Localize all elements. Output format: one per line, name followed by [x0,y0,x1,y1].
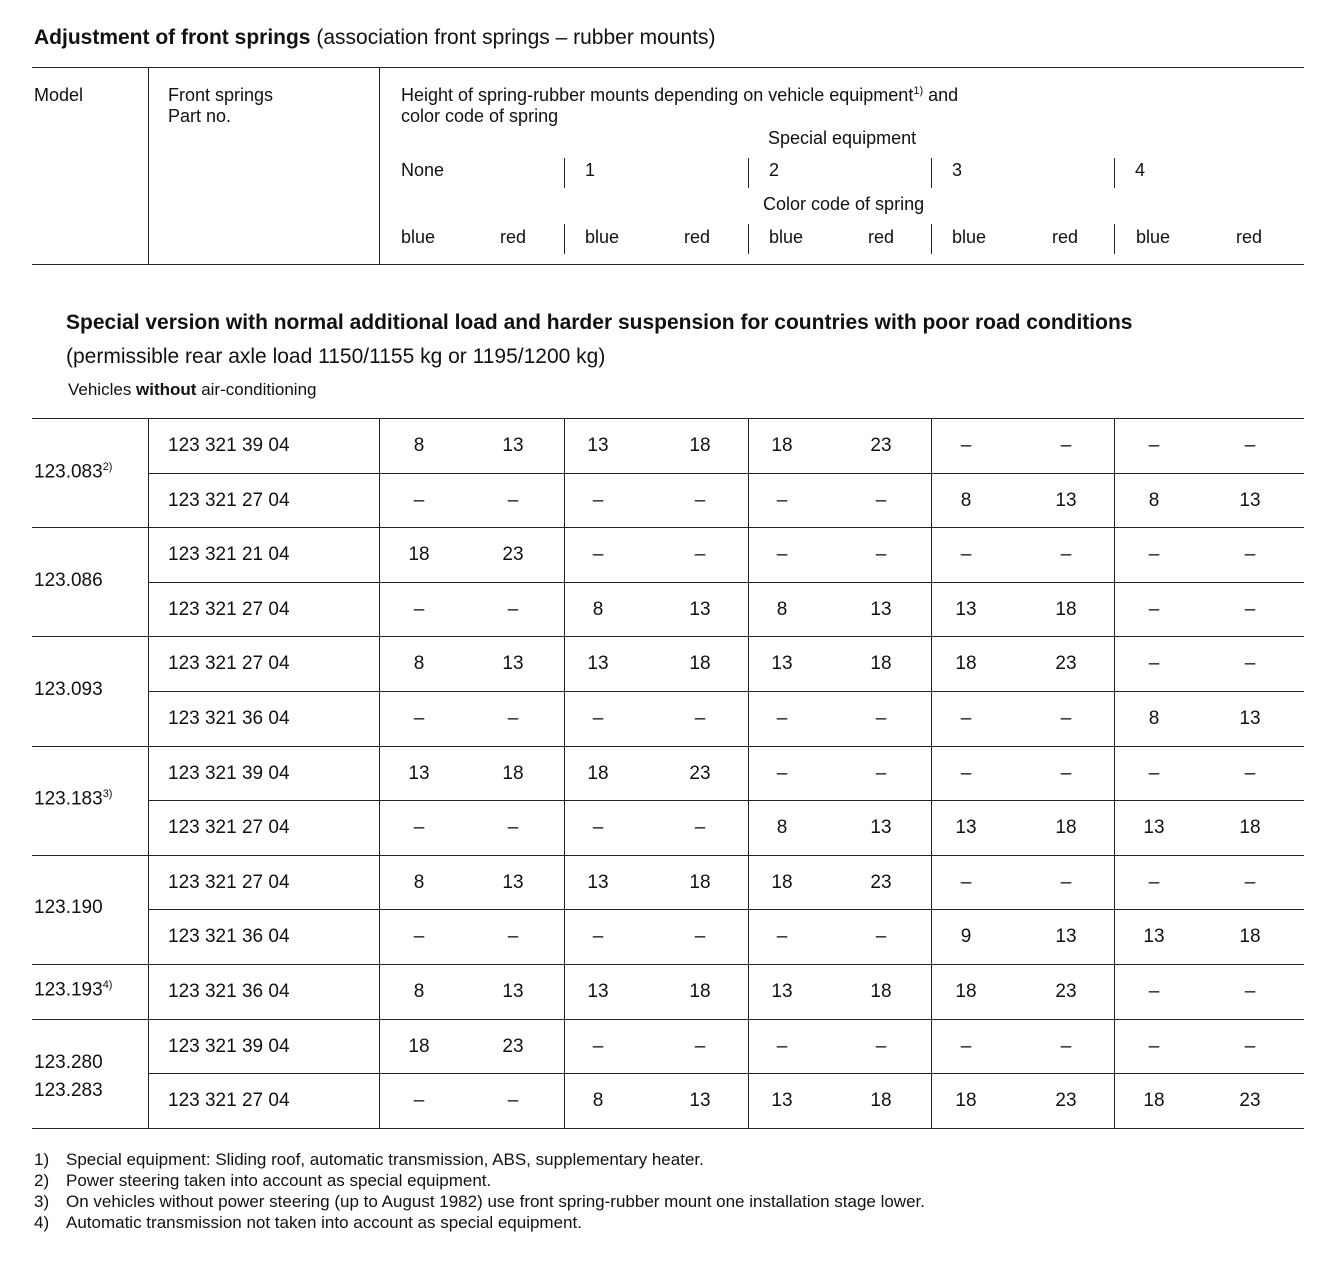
table-cell: – [1244,598,1256,620]
row-rule [148,582,1304,583]
table-cell: – [592,817,604,839]
model-name: 123.083 [34,460,103,482]
header-top-rule [32,67,1304,68]
table-cell: 13 [1143,926,1165,948]
footnote [34,1171,491,1191]
table-cell: – [1148,1035,1160,1057]
table-cell: – [776,1035,788,1057]
header-color-blue-4: blue [1136,227,1171,247]
footnote [34,1192,925,1212]
table-cell: 18 [1055,817,1077,839]
table-cell: – [1244,871,1256,893]
group-sep-1a [564,158,565,188]
table-cell: 18 [870,653,892,675]
row-rule [148,473,1304,474]
header-height-and: and [928,85,959,105]
header-special-equipment: Special equipment [768,128,917,148]
table-cell: 8 [776,598,788,620]
table-cell: 13 [502,871,524,893]
footnote-ref: 3) [102,788,113,801]
header-divider-1 [148,67,149,265]
table-cell: – [592,708,604,729]
table-cell: – [1148,544,1160,566]
section-note-post: air-conditioning [196,380,317,399]
group-sep-3b [931,224,932,254]
table-cell: 9 [960,926,972,948]
table-cell: 13 [1055,926,1077,948]
header-part-no: Part no. [168,106,232,126]
group-sep-1b [564,224,565,254]
table-cell: – [413,489,425,511]
table-cell: – [1148,435,1160,456]
header-color-red-4: red [1236,227,1263,247]
footnote-text: Power steering taken into account as special equipment. [66,1171,492,1190]
part-number: 123 321 27 04 [168,598,290,620]
table-cell: 13 [955,817,977,839]
table-cell: – [1244,435,1256,456]
table-cell: – [694,926,706,948]
row-rule [148,1073,1304,1074]
header-group-4: 4 [1135,160,1146,180]
model-name: 123.086 [34,569,103,591]
table-cell: – [776,708,788,729]
table-cell: 23 [502,1035,524,1057]
table-cell: 13 [408,762,430,784]
table-cell: 18 [1055,598,1077,620]
table-cell: 13 [1239,489,1261,511]
row-rule [148,909,1304,910]
table-cell: 13 [1055,489,1077,511]
table-cell: 18 [689,435,711,456]
header-color-red-3: red [1052,227,1079,247]
table-cell: 18 [771,435,793,456]
table-cell: – [413,926,425,948]
table-col-line [1114,964,1115,1019]
table-cell: – [1148,762,1160,784]
table-cell: 18 [689,981,711,1002]
table-cell: – [960,435,972,456]
group-sep-3a [931,158,932,188]
table-cell: 13 [587,871,609,893]
header-color-code: Color code of spring [763,194,925,214]
part-number: 123 321 36 04 [168,926,290,948]
table-cell: – [1060,1035,1072,1057]
table-cell: 18 [587,762,609,784]
table-cell: – [776,762,788,784]
table-col-line [148,964,149,1019]
table-cell: – [592,489,604,511]
part-number: 123 321 39 04 [168,762,290,784]
part-number: 123 321 36 04 [168,981,290,1002]
table-cell: 23 [1239,1090,1261,1112]
table-cell: 8 [1148,489,1160,511]
table-cell: 23 [502,544,524,566]
section-note-pre: Vehicles [68,380,137,399]
footnote-number: 3) [34,1192,50,1211]
table-cell: 18 [408,1035,430,1057]
header-color-blue-1: blue [585,227,620,247]
table-cell: – [776,926,788,948]
table-cell: 13 [689,598,711,620]
footnote-text: Automatic transmission not taken into account as special equipment. [66,1213,582,1232]
table-cell: 13 [955,598,977,620]
section-title: Special version with normal additional load and harder suspension for countries with poor road conditions [66,311,1133,334]
table-col-line [564,964,565,1019]
table-cell: 18 [502,762,524,784]
table-cell: – [413,708,425,729]
table-cell: 18 [689,871,711,893]
table-cell: – [592,926,604,948]
table-cell: – [776,544,788,566]
table-cell: 13 [587,981,609,1002]
table-cell: – [694,817,706,839]
table-col-line [379,964,380,1019]
table-cell: 18 [771,871,793,893]
table-cell: 13 [870,817,892,839]
header-height-text: Height of spring-rubber mounts depending on vehicle equipment [401,85,914,105]
table-cell: 18 [408,544,430,566]
part-number: 123 321 27 04 [168,871,290,893]
table-cell: – [960,1035,972,1057]
table-cell: – [960,871,972,893]
table-cell: – [694,1035,706,1057]
model-label [34,1049,103,1105]
table-cell: – [507,1090,519,1112]
table-cell: 13 [870,598,892,620]
table-cell: – [413,1090,425,1112]
table-cell: 13 [771,1090,793,1112]
model-name: 123.093 [34,679,103,700]
footnote-number: 1) [34,1150,50,1169]
header-color-red-2: red [868,227,895,247]
model-label [34,461,112,483]
table-cell: – [875,489,887,511]
header-height-sup: 1) [913,85,924,97]
table-cell: – [507,489,519,511]
table-cell: 8 [960,489,972,511]
table-cell: – [1244,544,1256,566]
model-label [34,979,112,1001]
footnote [34,1150,704,1170]
table-cell: – [1060,708,1072,729]
section-note [68,380,316,400]
table-cell: – [413,817,425,839]
footnote [34,1213,582,1233]
table-cell: – [776,489,788,511]
table-cell: 13 [587,653,609,675]
table-cell: – [413,598,425,620]
table-cell: 8 [592,598,604,620]
table-cell: – [1060,544,1072,566]
table-cell: 18 [689,653,711,675]
section-note-bold: without [136,380,197,399]
model-name-2: 123.283 [34,1080,103,1102]
part-number: 123 321 36 04 [168,708,290,729]
model-name: 123.183 [34,788,103,810]
table-cell: 8 [1148,708,1160,729]
table-cell: – [1148,981,1160,1002]
table-col-line [931,964,932,1019]
table-cell: – [694,489,706,511]
table-cell: 23 [870,435,892,456]
header-color-blue-3: blue [952,227,987,247]
table-cell: – [875,708,887,729]
header-color-blue-0: blue [401,227,436,247]
header-group-3: 3 [952,160,963,180]
part-number: 123 321 27 04 [168,817,290,839]
model-name: 123.280 [34,1052,103,1074]
table-cell: – [694,544,706,566]
model-name: 123.193 [34,979,103,1001]
model-label [34,897,103,919]
table-cell: 8 [413,981,425,1002]
table-cell: – [1060,871,1072,893]
table-cell: 8 [592,1090,604,1112]
table-cell: – [592,1035,604,1057]
model-label [34,570,103,592]
table-cell: – [1148,653,1160,675]
table-cell: 18 [955,1090,977,1112]
table-cell: 13 [587,435,609,456]
part-number: 123 321 39 04 [168,435,290,456]
footnote-text: On vehicles without power steering (up to August 1982) use front spring-rubber mount one installation stage lower. [66,1192,925,1211]
footnote-number: 2) [34,1171,50,1190]
table-cell: 13 [502,435,524,456]
table-cell: – [1148,871,1160,893]
table-cell: 13 [771,981,793,1002]
section-subtitle: (permissible rear axle load 1150/1155 kg or 1195/1200 kg) [66,345,606,368]
table-cell: 8 [413,435,425,456]
model-name: 123.190 [34,897,103,919]
table-cell: – [1060,762,1072,784]
table-cell: 8 [776,817,788,839]
table-cell: 18 [955,981,977,1002]
table-cell: – [1244,981,1256,1002]
page-title [34,26,716,50]
part-number: 123 321 27 04 [168,653,290,675]
header-group-2: 2 [769,160,780,180]
table-cell: – [1244,1035,1256,1057]
header-divider-2 [379,67,380,265]
table-cell: – [507,708,519,729]
title-bold: Adjustment of front springs [34,26,311,49]
table-col-line [748,964,749,1019]
group-sep-4b [1114,224,1115,254]
header-color-red-1: red [684,227,711,247]
table-cell: 13 [1239,708,1261,729]
part-number: 123 321 27 04 [168,489,290,511]
table-cell: 18 [1239,926,1261,948]
table-cell: – [1148,598,1160,620]
table-cell: 23 [689,762,711,784]
footnote-number: 4) [34,1213,50,1232]
table-cell: – [1244,762,1256,784]
header-color-red-0: red [500,227,527,247]
row-rule [148,800,1304,801]
table-cell: – [875,762,887,784]
table-cell: 13 [502,653,524,675]
group-sep-2a [748,158,749,188]
header-height-line1 [401,85,958,106]
table-cell: – [694,708,706,729]
title-rest: (association front springs – rubber mounts) [316,26,716,49]
footnote-ref: 4) [102,979,113,992]
table-cell: – [1244,653,1256,675]
table-cell: 23 [1055,1090,1077,1112]
header-height-line2: color code of spring [401,106,559,126]
table-cell: 8 [413,871,425,893]
table-cell: 23 [1055,981,1077,1002]
table-cell: 23 [870,871,892,893]
table-cell: – [592,544,604,566]
footnote-text: Special equipment: Sliding roof, automatic transmission, ABS, supplementary heater. [66,1150,704,1169]
table-cell: – [875,926,887,948]
table-cell: 8 [413,653,425,675]
part-number: 123 321 27 04 [168,1090,290,1112]
header-bottom-rule [32,264,1304,265]
group-rule [32,1128,1304,1129]
part-number: 123 321 39 04 [168,1035,290,1057]
table-cell: – [507,598,519,620]
group-sep-2b [748,224,749,254]
table-cell: 13 [1143,817,1165,839]
table-cell: – [875,544,887,566]
footnote-ref: 2) [102,460,113,473]
model-label [34,679,103,701]
row-rule [148,691,1304,692]
table-cell: 23 [1055,653,1077,675]
table-cell: 13 [502,981,524,1002]
model-label [34,788,112,810]
table-cell: 18 [1239,817,1261,839]
table-cell: – [875,1035,887,1057]
header-group-none: None [401,160,445,180]
table-cell: – [507,817,519,839]
table-cell: – [507,926,519,948]
header-group-1: 1 [585,160,596,180]
table-cell: 18 [955,653,977,675]
table-cell: 13 [771,653,793,675]
header-color-blue-2: blue [769,227,804,247]
table-cell: 18 [870,981,892,1002]
table-cell: 18 [1143,1090,1165,1112]
group-sep-4a [1114,158,1115,188]
table-cell: 18 [870,1090,892,1112]
table-cell: – [960,762,972,784]
part-number: 123 321 21 04 [168,544,290,566]
table-cell: 13 [689,1090,711,1112]
table-cell: – [960,544,972,566]
header-front-springs: Front springs [168,85,274,105]
table-cell: – [1060,435,1072,456]
header-model: Model [34,85,84,105]
table-cell: – [960,708,972,729]
